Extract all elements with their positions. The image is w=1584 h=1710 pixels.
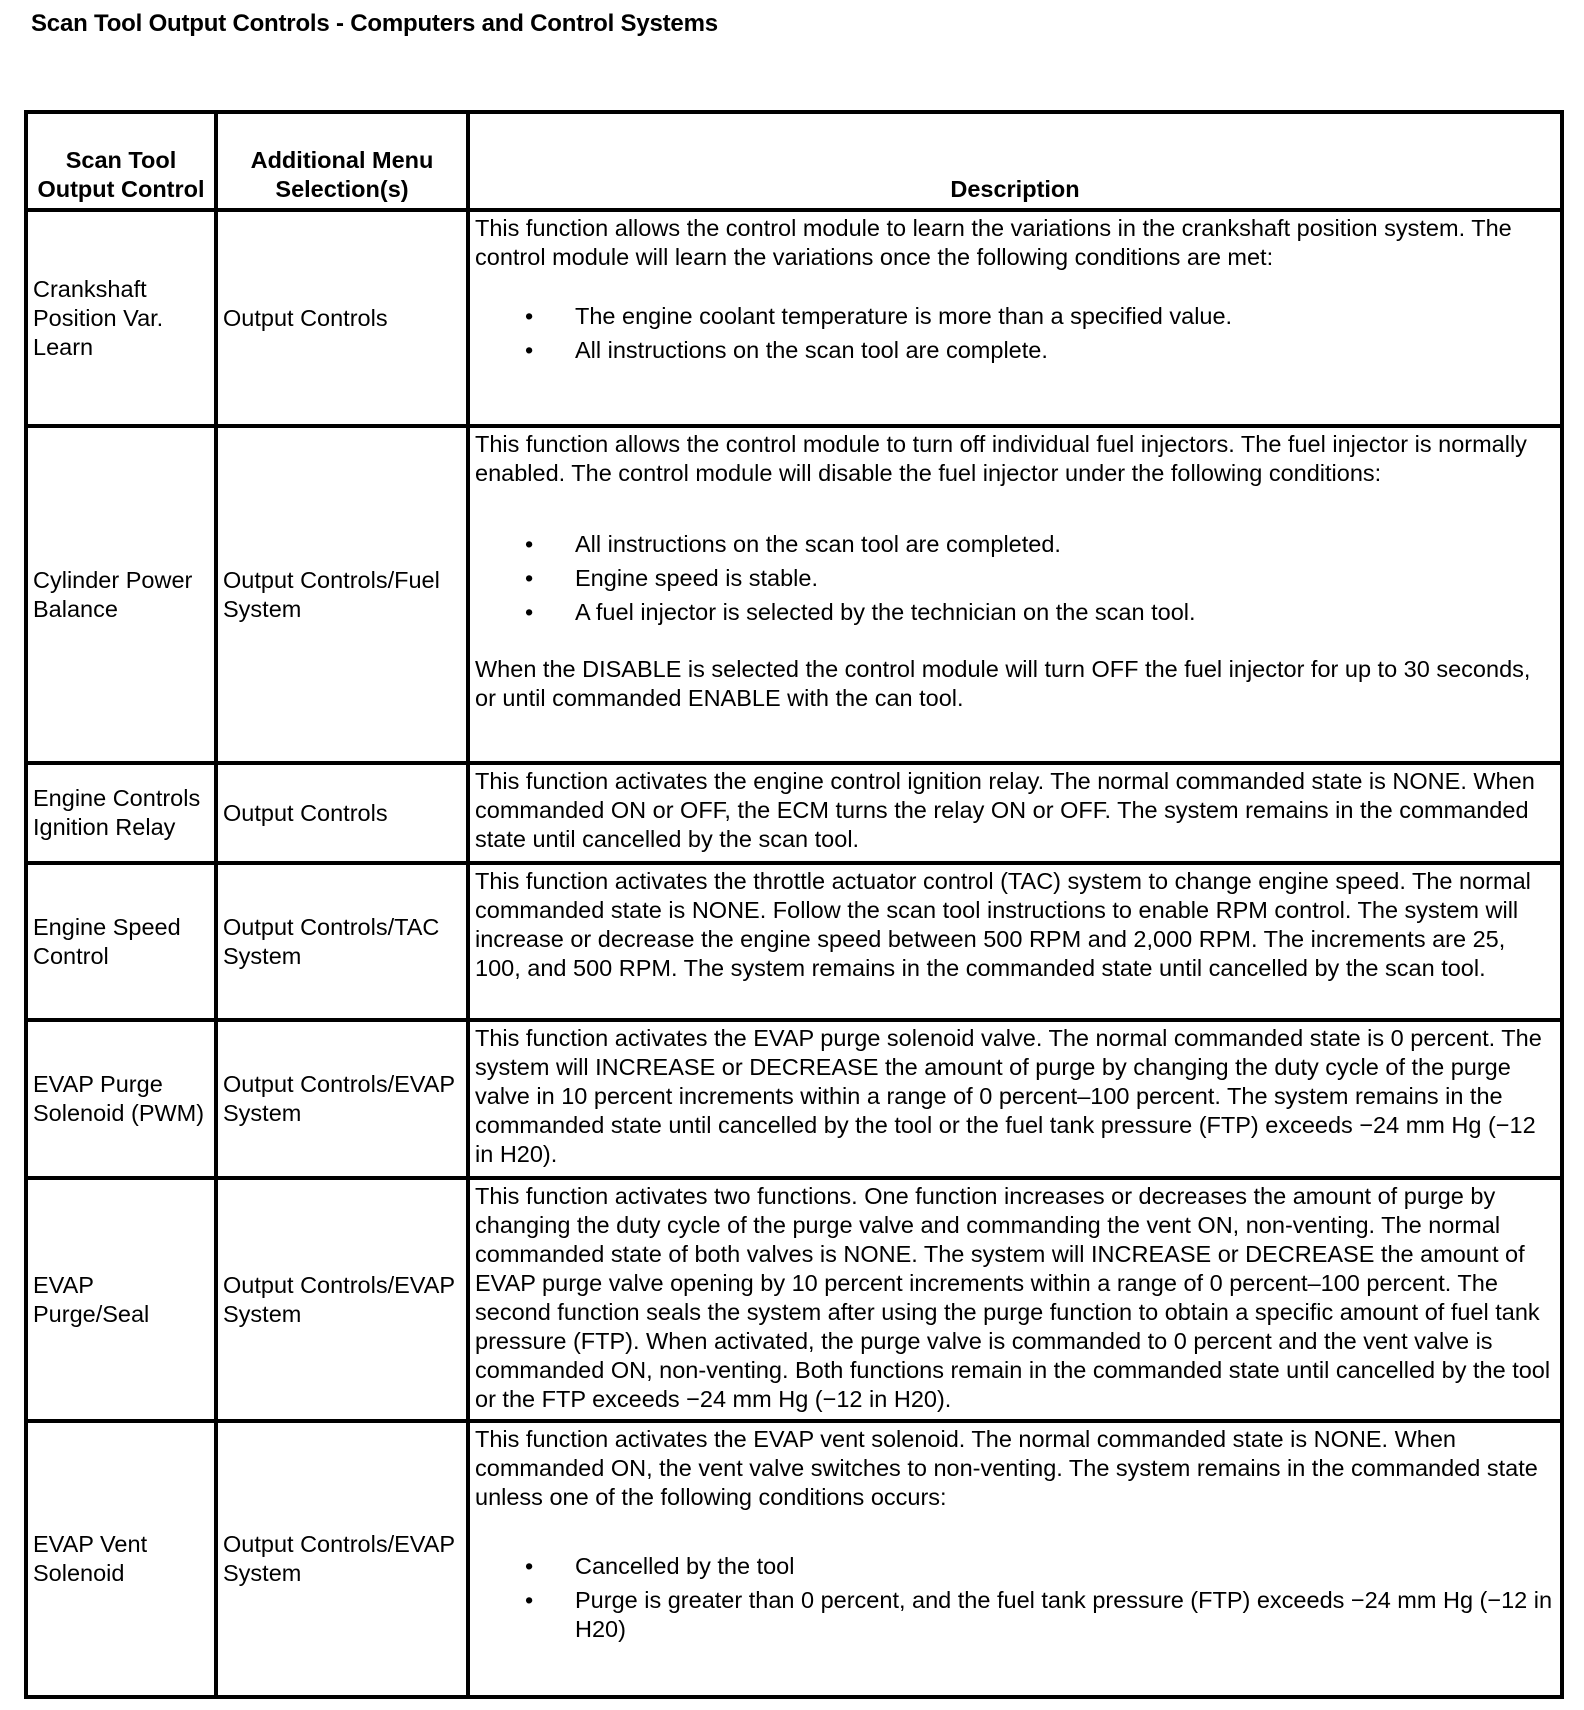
table-row <box>26 426 1562 763</box>
description-text: This function activates the EVAP purge solenoid valve. The normal commanded state is 0 percent. The system will INCREASE or DECREASE the amount of purge by changing the duty cycle of the purge valve in 10 percent increments within a range of 0 percent–100 percent. The system remains in the commanded state until cancelled by the tool or the fuel tank pressure (FTP) exceeds −24 mm Hg (−12 in H20). <box>475 1025 1542 1167</box>
description-cell <box>468 1020 1562 1178</box>
description-text: This function activates the EVAP vent solenoid. The normal commanded state is NONE. When commanded ON, the vent valve switches to non-venting. The system remains in the commanded state unless one of the following conditions occurs: <box>475 1426 1538 1510</box>
list-item: • Engine speed is stable. <box>575 564 1555 593</box>
control-name-cell: Cylinder Power Balance <box>26 426 216 763</box>
condition-list <box>475 1552 1555 1644</box>
description-cell <box>468 863 1562 1020</box>
description-note: When the DISABLE is selected the control module will turn OFF the fuel injector for up to 30 seconds, or until commanded ENABLE with the can tool. <box>475 656 1531 711</box>
table-row <box>26 1421 1562 1697</box>
menu-selection-cell: Output Controls/Fuel System <box>216 426 468 763</box>
page-title: Scan Tool Output Controls - Computers and Control Systems <box>31 10 718 37</box>
description-cell <box>468 1421 1562 1697</box>
description-text: This function activates two functions. One function increases or decreases the amount of purge by changing the duty cycle of the purge valve and commanding the vent ON, non-venting. The normal commanded state of both valves is NONE. The system will INCREASE or DECREASE the amount of EVAP purge valve opening by 10 percent increments within a range of 0 percent–100 percent. The second function seals the system after using the purge function to obtain a specific amount of fuel tank pressure (FTP). When activated, the purge valve is commanded to 0 percent and the vent valve is commanded ON, non-venting. Both functions remain in the commanded state until cancelled by the tool or the FTP exceeds −24 mm Hg (−12 in H20). <box>475 1183 1551 1412</box>
header-additional-menu-selections: Additional Menu Selection(s) <box>216 112 468 210</box>
control-name-cell: Crankshaft Position Var. Learn <box>26 210 216 426</box>
list-item: • All instructions on the scan tool are complete. <box>575 336 1555 365</box>
menu-selection-cell: Output Controls/EVAP System <box>216 1178 468 1421</box>
description-cell <box>468 210 1562 426</box>
description-text: This function allows the control module to learn the variations in the crankshaft position system. The control module will learn the variations once the following conditions are met: <box>475 215 1512 270</box>
menu-selection-cell: Output Controls/EVAP System <box>216 1421 468 1697</box>
list-item: • A fuel injector is selected by the technician on the scan tool. <box>575 598 1555 627</box>
table-row <box>26 210 1562 426</box>
table-row <box>26 863 1562 1020</box>
table-header-row <box>26 112 1562 210</box>
menu-selection-cell: Output Controls/TAC System <box>216 863 468 1020</box>
description-text: This function activates the throttle actuator control (TAC) system to change engine speed. The normal commanded state is NONE. Follow the scan tool instructions to enable RPM control. The system will increase or decrease the engine speed between 500 RPM and 2,000 RPM. The increments are 25, 100, and 500 RPM. The system remains in the commanded state until cancelled by the scan tool. <box>475 868 1531 981</box>
control-name-cell: Engine Controls Ignition Relay <box>26 763 216 863</box>
description-text: This function allows the control module to turn off individual fuel injectors. The fuel injector is normally enabled. The control module will disable the fuel injector under the following conditions: <box>475 431 1527 486</box>
description-cell <box>468 763 1562 863</box>
header-description: Description <box>468 112 1562 210</box>
header-scan-tool-output-control: Scan Tool Output Control <box>26 112 216 210</box>
table-row <box>26 763 1562 863</box>
description-cell <box>468 1178 1562 1421</box>
control-name-cell: EVAP Vent Solenoid <box>26 1421 216 1697</box>
table-row <box>26 1178 1562 1421</box>
control-name-cell: EVAP Purge Solenoid (PWM) <box>26 1020 216 1178</box>
menu-selection-cell: Output Controls/EVAP System <box>216 1020 468 1178</box>
list-item: • The engine coolant temperature is more than a specified value. <box>575 302 1555 331</box>
list-item: • Purge is greater than 0 percent, and the fuel tank pressure (FTP) exceeds −24 mm Hg (−12 in H20) <box>575 1586 1555 1644</box>
output-controls-table <box>24 110 1564 1699</box>
description-cell <box>468 426 1562 763</box>
menu-selection-cell: Output Controls <box>216 210 468 426</box>
list-item: • All instructions on the scan tool are completed. <box>575 530 1555 559</box>
control-name-cell: EVAP Purge/Seal <box>26 1178 216 1421</box>
table-row <box>26 1020 1562 1178</box>
condition-list <box>475 530 1555 627</box>
list-item: • Cancelled by the tool <box>575 1552 1555 1581</box>
menu-selection-cell: Output Controls <box>216 763 468 863</box>
control-name-cell: Engine Speed Control <box>26 863 216 1020</box>
condition-list <box>475 302 1555 365</box>
description-text: This function activates the engine control ignition relay. The normal commanded state is NONE. When commanded ON or OFF, the ECM turns the relay ON or OFF. The system remains in the commanded state until cancelled by the scan tool. <box>475 768 1535 852</box>
